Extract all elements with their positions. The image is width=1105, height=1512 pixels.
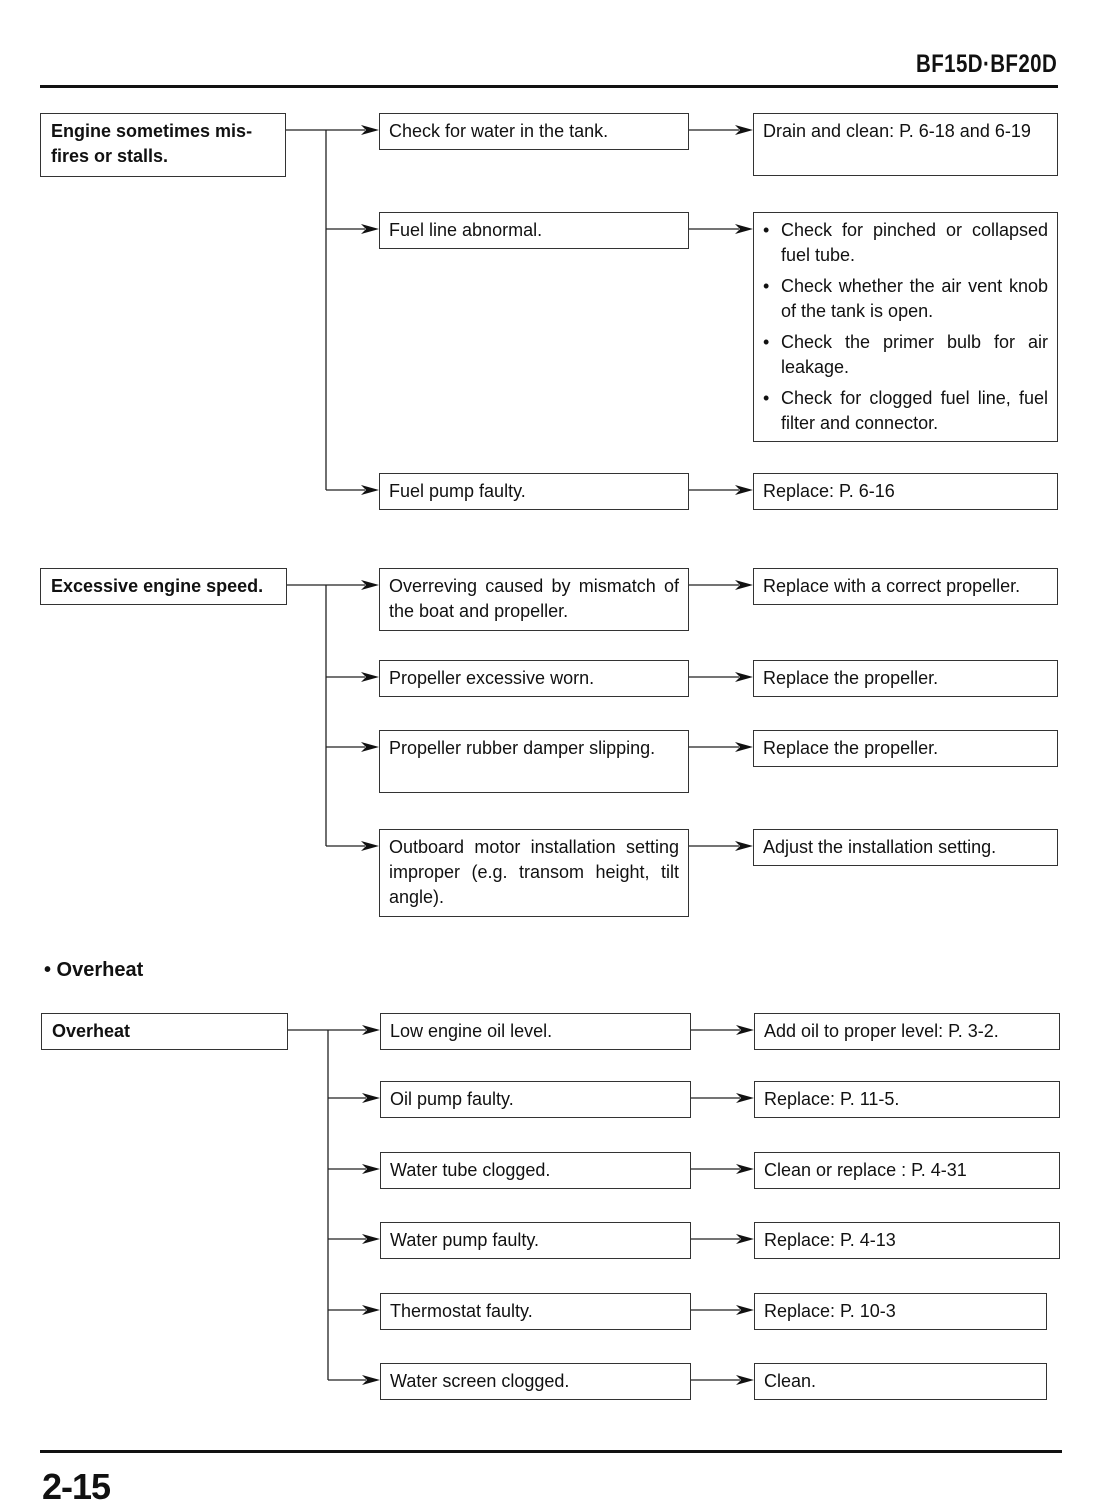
cause-box: Water screen clogged. — [380, 1363, 691, 1400]
cause-box: Check for water in the tank. — [379, 113, 689, 150]
cause-box: Fuel line abnormal. — [379, 212, 689, 249]
cause-box: Fuel pump faulty. — [379, 473, 689, 510]
bullet-icon: • — [763, 220, 770, 240]
bottom-rule — [40, 1450, 1062, 1453]
cause-box: Propeller rubber damper slipping. — [379, 730, 689, 793]
bullet-icon: • — [763, 388, 770, 408]
cause-box: Outboard motor installation setting improper (e.g. transom height, tilt angle). — [379, 829, 689, 917]
bullet-icon: • — [763, 332, 770, 352]
remedy-list-item — [763, 386, 1048, 436]
remedy-box: Drain and clean: P. 6-18 and 6-19 — [753, 113, 1058, 176]
remedy-box: Add oil to proper level: P. 3-2. — [754, 1013, 1060, 1050]
remedy-list-item — [763, 274, 1048, 324]
remedy-text: Check whether the air vent knob of the tank is open. — [781, 276, 1048, 321]
remedy-box: Replace: P. 6-16 — [753, 473, 1058, 510]
cause-box: Propeller excessive worn. — [379, 660, 689, 697]
cause-box: Thermostat faulty. — [380, 1293, 691, 1330]
remedy-box: Replace the propeller. — [753, 730, 1058, 767]
cause-box: Water tube clogged. — [380, 1152, 691, 1189]
remedy-checklist — [763, 218, 1048, 436]
remedy-text: Check for clogged fuel line, fuel filter and connector. — [781, 388, 1048, 433]
symptom-box: Excessive engine speed. — [40, 568, 287, 605]
remedy-box: Clean. — [754, 1363, 1047, 1400]
remedy-box: Replace with a correct propeller. — [753, 568, 1058, 605]
cause-box: Oil pump faulty. — [380, 1081, 691, 1118]
remedy-list-item — [763, 218, 1048, 268]
remedy-box — [753, 212, 1058, 442]
remedy-box: Clean or replace : P. 4-31 — [754, 1152, 1060, 1189]
symptom-box: Overheat — [41, 1013, 288, 1050]
remedy-text: Check for pinched or collapsed fuel tube. — [781, 220, 1048, 265]
remedy-box: Replace the propeller. — [753, 660, 1058, 697]
remedy-box: Adjust the installation setting. — [753, 829, 1058, 866]
section-heading-overheat: • Overheat — [44, 959, 144, 981]
symptom-box: Engine sometimes mis-fires or stalls. — [40, 113, 286, 177]
remedy-list-item — [763, 330, 1048, 380]
remedy-text: Check the primer bulb for air leakage. — [781, 332, 1048, 377]
cause-box: Water pump faulty. — [380, 1222, 691, 1259]
cause-box: Low engine oil level. — [380, 1013, 691, 1050]
remedy-box: Replace: P. 10-3 — [754, 1293, 1047, 1330]
remedy-box: Replace: P. 4-13 — [754, 1222, 1060, 1259]
bullet-icon: • — [763, 276, 770, 296]
page-number: 2-15 — [42, 1466, 111, 1507]
remedy-box: Replace: P. 11-5. — [754, 1081, 1060, 1118]
model-header: BF15D·BF20D — [915, 50, 1057, 78]
cause-box: Overreving caused by mismatch of the boat and propeller. — [379, 568, 689, 631]
